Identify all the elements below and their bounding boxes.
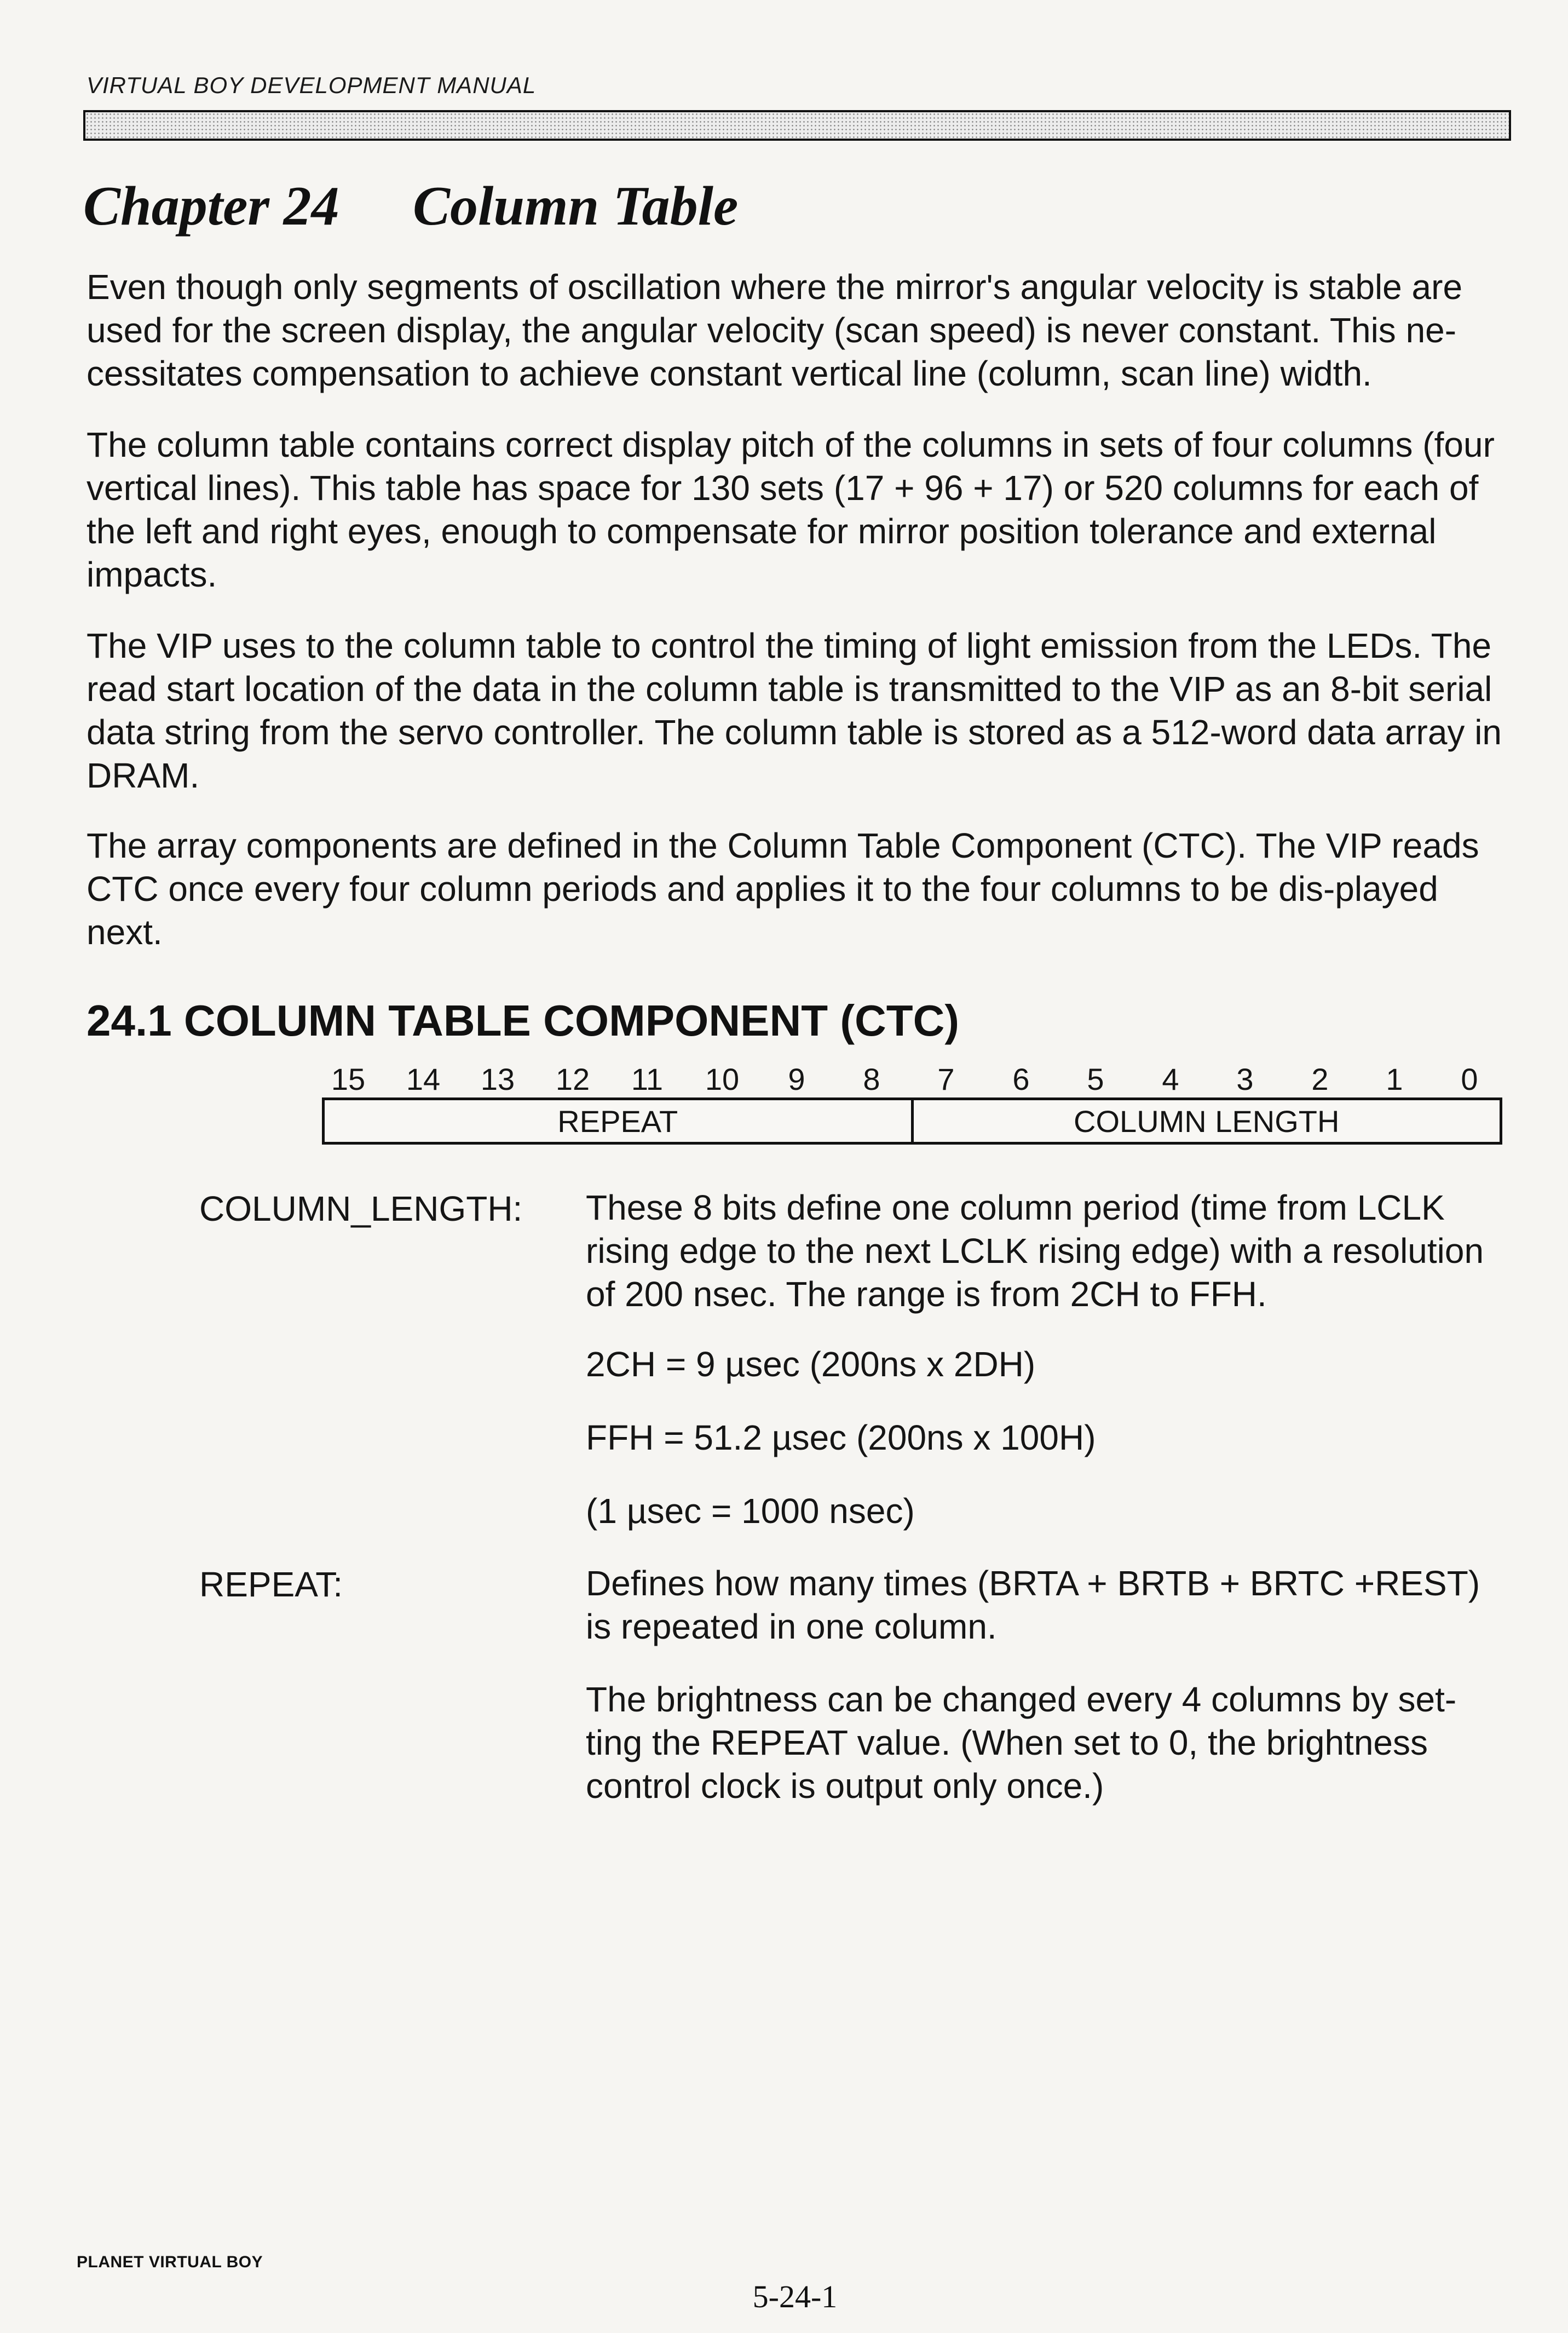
bit-number: 6 <box>1012 1062 1030 1096</box>
bit-number: 0 <box>1461 1062 1478 1096</box>
footer-source: PLANET VIRTUAL BOY <box>77 2253 263 2271</box>
section-heading: 24.1 COLUMN TABLE COMPONENT (CTC) <box>87 996 960 1045</box>
bit-number: 1 <box>1386 1062 1403 1096</box>
chapter-heading <box>83 174 738 238</box>
definition-text: Defines how many times (BRTA + BRTB + BRTC +REST) is repeated in one column. <box>586 1564 1480 1646</box>
definition-label-repeat: REPEAT: <box>199 1565 343 1604</box>
bit-number: 9 <box>788 1062 805 1096</box>
column-length-field: COLUMN LENGTH <box>1074 1104 1340 1139</box>
intro-paragraph-4: The array components are defined in the Column Table Component (CTC). The VIP reads CTC once every four column periods and applies it to the four columns to be dis-played next. <box>87 826 1479 952</box>
definition-formula: 2CH = 9 µsec (200ns x 2DH) <box>586 1344 1036 1384</box>
bit-number: 11 <box>631 1062 664 1096</box>
intro-paragraph-3: The VIP uses to the column table to control the timing of light emission from the LEDs. The read start location of the data in the column table is transmitted to the VIP as an 8-bit serial data string from the servo controller. The column table is stored as a 512-word data array in DRAM. <box>87 626 1502 795</box>
bit-number: 8 <box>863 1062 880 1096</box>
ctc-register-diagram <box>322 1097 1502 1145</box>
bit-number: 14 <box>406 1062 441 1096</box>
page-number: 5-24-1 <box>752 2279 838 2314</box>
definition-label-column-length: COLUMN_LENGTH: <box>199 1189 523 1228</box>
definition-note: (1 µsec = 1000 nsec) <box>586 1491 915 1531</box>
manual-header-title: VIRTUAL BOY DEVELOPMENT MANUAL <box>87 72 537 98</box>
bit-number: 3 <box>1236 1062 1254 1096</box>
bit-number: 10 <box>705 1062 740 1096</box>
definition-formula: FFH = 51.2 µsec (200ns x 100H) <box>586 1418 1096 1457</box>
bit-number: 4 <box>1162 1062 1179 1096</box>
bit-number: 5 <box>1087 1062 1104 1096</box>
header-divider-bar <box>83 110 1511 141</box>
bit-number: 15 <box>331 1062 366 1096</box>
chapter-title: Column Table <box>413 175 739 237</box>
chapter-number: Chapter 24 <box>83 175 339 237</box>
repeat-field: REPEAT <box>325 1100 914 1142</box>
definition-text: These 8 bits define one column period (time from LCLK rising edge to the next LCLK rising edge) with a resolution of 200 nsec. The range is from 2CH to FFH. <box>586 1188 1484 1314</box>
bit-number: 7 <box>937 1062 955 1096</box>
intro-paragraph-2: The column table contains correct display pitch of the columns in sets of four columns (four vertical lines). This table has space for 130 sets (17 + 96 + 17) or 520 columns for each of the left and right eyes, enough to compensate for mirror position tolerance and external impacts. <box>87 425 1495 594</box>
bit-number: 12 <box>555 1062 590 1096</box>
bit-number: 2 <box>1311 1062 1329 1096</box>
intro-paragraph-1: Even though only segments of oscillation where the mirror's angular velocity is stable are used for the screen display, the angular velocity (scan speed) is never constant. This ne-cessitates compensation to achieve constant vertical line (column, scan line) width. <box>87 267 1463 393</box>
definition-text: The brightness can be changed every 4 columns by set-ting the REPEAT value. (When set to 0, the brightness control clock is output only once.) <box>586 1680 1457 1806</box>
bit-number: 13 <box>480 1062 515 1096</box>
